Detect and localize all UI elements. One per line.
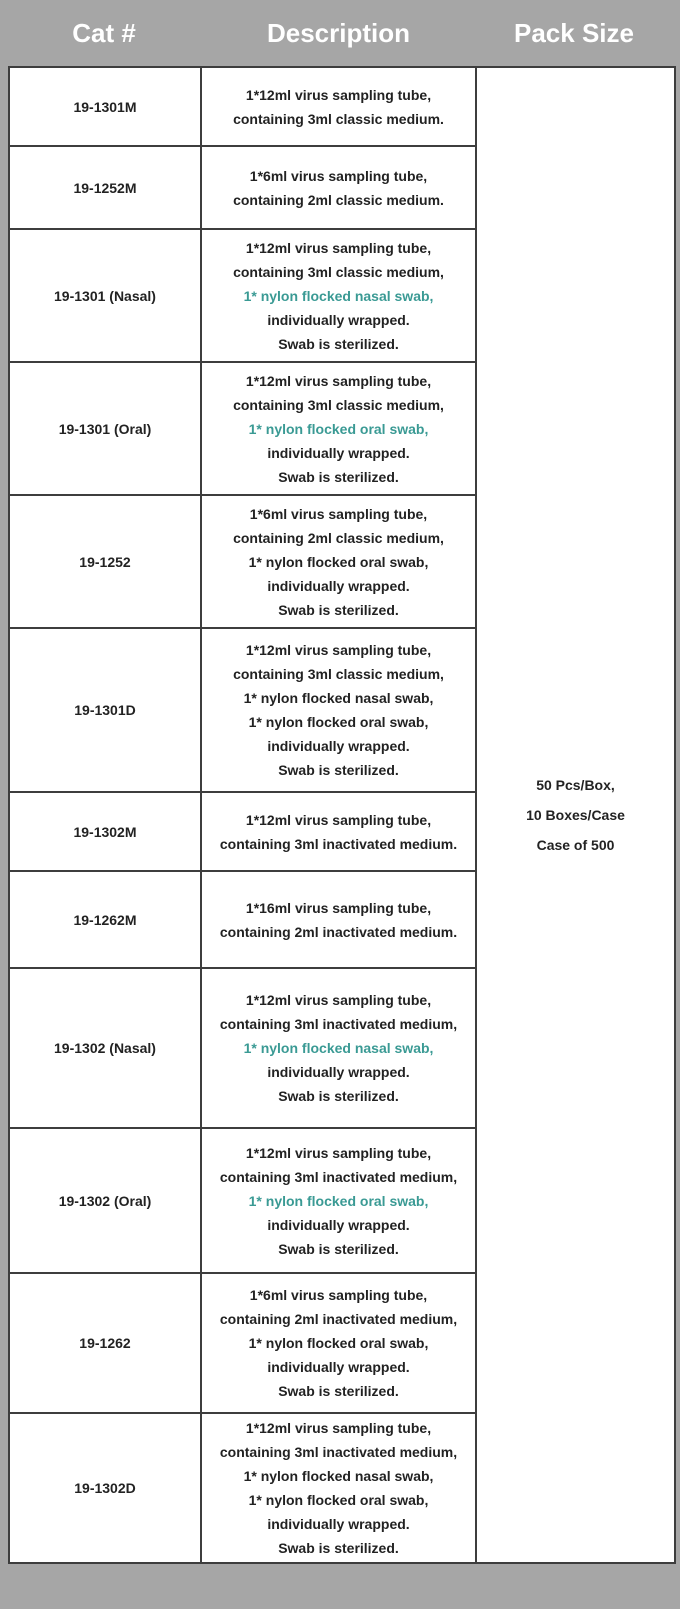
description-line: 1*12ml virus sampling tube, <box>245 1144 432 1161</box>
description-line: 1*12ml virus sampling tube, <box>245 86 432 103</box>
description-line: individually wrapped. <box>267 311 410 328</box>
description-line: containing 3ml classic medium, <box>233 396 444 413</box>
description-line: Swab is sterilized. <box>278 335 399 352</box>
description-line: 1*6ml virus sampling tube, <box>249 505 428 522</box>
description-cell <box>201 1128 476 1273</box>
description-line: Swab is sterilized. <box>278 468 399 485</box>
description-line: individually wrapped. <box>267 1216 410 1233</box>
description-line: 1*12ml virus sampling tube, <box>245 372 432 389</box>
description-line: 1* nylon flocked nasal swab, <box>243 1040 434 1056</box>
cat-number: 19-1301D <box>9 628 201 792</box>
description-line: 1* nylon flocked oral swab, <box>248 714 429 730</box>
description-line: 1* nylon flocked oral swab, <box>248 1492 429 1508</box>
description-line: Swab is sterilized. <box>278 1240 399 1257</box>
description-line: containing 3ml inactivated medium, <box>219 1016 458 1032</box>
description-line: containing 2ml inactivated medium, <box>219 1311 458 1327</box>
pack-size-cell <box>476 67 675 1563</box>
table-header <box>0 0 680 66</box>
description-line: containing 3ml inactivated medium, <box>219 1444 458 1460</box>
description-cell <box>201 1273 476 1413</box>
description-line: containing 2ml classic medium, <box>233 529 444 546</box>
cat-number: 19-1252 <box>9 495 201 628</box>
pack-size-line: Case of 500 <box>536 837 615 853</box>
description-line: containing 2ml inactivated medium. <box>219 923 458 940</box>
description-cell <box>201 146 476 229</box>
cat-number: 19-1262M <box>9 871 201 968</box>
description-line: individually wrapped. <box>267 1359 410 1375</box>
description-cell <box>201 871 476 968</box>
cat-number: 19-1302 (Nasal) <box>9 968 201 1128</box>
pack-size-line: 10 Boxes/Case <box>526 807 625 823</box>
description-line: 1* nylon flocked oral swab, <box>248 1335 429 1351</box>
cat-number: 19-1302M <box>9 792 201 871</box>
description-line: 1* nylon flocked oral swab, <box>248 420 429 437</box>
description-cell <box>201 67 476 146</box>
cat-number: 19-1301M <box>9 67 201 146</box>
description-line: Swab is sterilized. <box>278 601 399 618</box>
description-line: individually wrapped. <box>267 1516 410 1532</box>
description-line: 1*12ml virus sampling tube, <box>245 642 432 658</box>
description-line: 1*6ml virus sampling tube, <box>249 1287 428 1303</box>
description-line: containing 3ml inactivated medium. <box>219 835 458 852</box>
description-line: 1*12ml virus sampling tube, <box>245 239 432 256</box>
cat-number: 19-1302D <box>9 1413 201 1563</box>
header-cat: Cat # <box>72 18 136 48</box>
description-line: containing 2ml classic medium. <box>233 191 444 208</box>
description-line: Swab is sterilized. <box>278 1383 399 1399</box>
description-line: Swab is sterilized. <box>278 1540 399 1556</box>
description-cell <box>201 792 476 871</box>
description-cell <box>201 628 476 792</box>
description-line: 1*12ml virus sampling tube, <box>245 992 432 1008</box>
description-line: containing 3ml classic medium, <box>233 666 444 682</box>
header-pack-size: Pack Size <box>514 18 634 48</box>
cat-number: 19-1302 (Oral) <box>9 1128 201 1273</box>
description-line: 1*12ml virus sampling tube, <box>245 1420 432 1436</box>
description-line: 1*16ml virus sampling tube, <box>245 899 432 916</box>
description-line: 1* nylon flocked oral swab, <box>248 1192 429 1209</box>
description-line: containing 3ml classic medium, <box>233 263 444 280</box>
cat-number: 19-1252M <box>9 146 201 229</box>
description-line: 1* nylon flocked nasal swab, <box>243 287 434 304</box>
cat-number: 19-1262 <box>9 1273 201 1413</box>
description-line: individually wrapped. <box>267 444 410 461</box>
description-cell <box>201 362 476 495</box>
pack-size-line: 50 Pcs/Box, <box>536 777 615 793</box>
description-line: 1* nylon flocked oral swab, <box>248 553 429 570</box>
description-line: 1*12ml virus sampling tube, <box>245 811 432 828</box>
table-row <box>9 67 675 146</box>
description-cell <box>201 495 476 628</box>
description-line: 1*6ml virus sampling tube, <box>249 167 428 184</box>
product-table-body <box>9 67 675 1563</box>
description-line: containing 3ml inactivated medium, <box>219 1168 458 1185</box>
description-line: individually wrapped. <box>267 1064 410 1080</box>
description-line: 1* nylon flocked nasal swab, <box>243 1468 434 1484</box>
product-table <box>8 66 676 1564</box>
description-cell <box>201 1413 476 1563</box>
cat-number: 19-1301 (Nasal) <box>9 229 201 362</box>
description-line: 1* nylon flocked nasal swab, <box>243 690 434 706</box>
description-cell <box>201 968 476 1128</box>
header-description: Description <box>266 18 411 48</box>
description-cell <box>201 229 476 362</box>
description-line: individually wrapped. <box>267 577 410 594</box>
description-line: individually wrapped. <box>267 738 410 754</box>
cat-number: 19-1301 (Oral) <box>9 362 201 495</box>
description-line: containing 3ml classic medium. <box>233 110 444 127</box>
description-line: Swab is sterilized. <box>278 1088 399 1104</box>
description-line: Swab is sterilized. <box>278 762 399 778</box>
